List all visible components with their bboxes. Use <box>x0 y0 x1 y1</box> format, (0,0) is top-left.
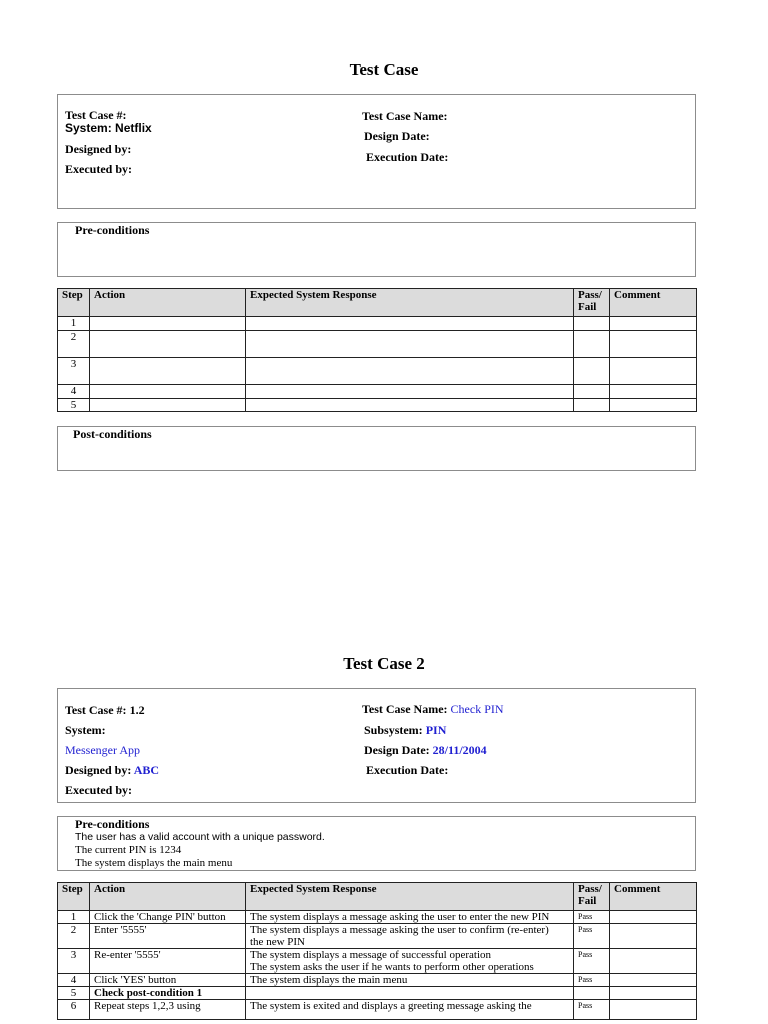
test-case-name-value: Check PIN <box>450 702 504 716</box>
step-response: The system displays a message of successful operation <box>250 949 492 961</box>
pass-fail-value: Pass <box>574 974 610 987</box>
step-number: 3 <box>58 949 90 974</box>
executed-by-label: Executed by: <box>65 783 132 797</box>
step-number: 2 <box>58 924 90 949</box>
table-row <box>58 331 697 358</box>
subsystem-value: PIN <box>425 723 447 737</box>
test-case-number-label: Test Case #: <box>65 703 127 717</box>
preconditions-box-2 <box>57 816 696 871</box>
step-action: Check post-condition 1 <box>90 987 246 1000</box>
column-header-expected-response: Expected System Response <box>246 289 574 317</box>
test-case-number-label: Test Case #: <box>65 108 127 122</box>
table-row <box>58 911 697 924</box>
step-response: The system asks the user if he wants to perform other operations <box>250 961 534 973</box>
table-row <box>58 385 697 399</box>
column-header-comment: Comment <box>610 289 697 317</box>
step-response: The system displays a message asking the user to confirm (re-enter) <box>250 924 549 936</box>
column-header-expected-response: Expected System Response <box>246 883 574 911</box>
preconditions-label: Pre-conditions <box>75 817 150 831</box>
system-value: Messenger App <box>65 743 140 757</box>
column-header-pass-fail: Pass/ Fail <box>574 883 610 911</box>
executed-by-label: Executed by: <box>65 162 132 176</box>
steps-table <box>57 288 697 412</box>
step-action: Click 'YES' button <box>90 974 246 987</box>
precondition-line: The system displays the main menu <box>75 857 233 869</box>
system-label: System: <box>65 723 106 737</box>
step-action: Re-enter '5555' <box>90 949 246 974</box>
designed-by-value: ABC <box>133 763 160 777</box>
design-date-label: Design Date: <box>364 743 430 757</box>
steps-table-2 <box>57 882 697 1020</box>
column-header-action: Action <box>90 883 246 911</box>
designed-by-label: Designed by: <box>65 763 132 777</box>
step-number: 1 <box>58 317 90 331</box>
column-header-pass-fail: Pass/ Fail <box>574 289 610 317</box>
preconditions-label: Pre-conditions <box>75 223 150 237</box>
designed-by-label: Designed by: <box>65 142 132 156</box>
column-header-comment: Comment <box>610 883 697 911</box>
test-case-name-label: Test Case Name: <box>362 109 448 123</box>
pass-fail-value: Pass <box>574 924 610 949</box>
step-response: The system displays a message asking the user to enter the new PIN <box>250 911 550 923</box>
design-date-value: 28/11/2004 <box>432 743 487 757</box>
step-number: 2 <box>58 331 90 358</box>
pass-fail-value: Pass <box>574 911 610 924</box>
column-header-step: Step <box>58 883 90 911</box>
pass-fail-value: Pass <box>574 949 610 974</box>
precondition-line: The current PIN is 1234 <box>75 844 182 856</box>
table-row <box>58 317 697 331</box>
pass-fail-value: Pass <box>574 1000 610 1020</box>
page-title: Test Case <box>349 60 419 79</box>
table-row <box>58 987 697 1000</box>
design-date-label: Design Date: <box>364 129 430 143</box>
test-case-header-box <box>57 94 696 209</box>
step-response: The system displays the main menu <box>250 974 408 986</box>
table-row <box>58 949 697 974</box>
subsystem-label: Subsystem: <box>364 723 423 737</box>
table-row <box>58 358 697 385</box>
step-number: 4 <box>58 385 90 399</box>
system-label: System: Netflix <box>65 121 152 135</box>
page-title-2: Test Case 2 <box>343 654 425 673</box>
preconditions-box <box>57 222 696 277</box>
precondition-line: The user has a valid account with a unique password. <box>75 831 325 843</box>
step-response: The system is exited and displays a greeting message asking the <box>250 1000 532 1012</box>
table-row <box>58 924 697 949</box>
table-row <box>58 1000 697 1020</box>
test-case-number-value: 1.2 <box>129 703 145 717</box>
step-number: 5 <box>58 987 90 1000</box>
execution-date-label: Execution Date: <box>366 763 449 777</box>
step-number: 4 <box>58 974 90 987</box>
column-header-step: Step <box>58 289 90 317</box>
step-number: 6 <box>58 1000 90 1020</box>
step-number: 5 <box>58 399 90 412</box>
step-action: Enter '5555' <box>90 924 246 949</box>
step-response: the new PIN <box>250 936 305 948</box>
step-action: Click the 'Change PIN' button <box>90 911 246 924</box>
postconditions-box <box>57 426 696 471</box>
step-action: Repeat steps 1,2,3 using <box>90 1000 246 1020</box>
table-row <box>58 399 697 412</box>
postconditions-label: Post-conditions <box>73 427 152 441</box>
column-header-action: Action <box>90 289 246 317</box>
test-case-name-label: Test Case Name: <box>362 702 448 716</box>
step-number: 3 <box>58 358 90 385</box>
test-case-2-header-box <box>57 688 696 803</box>
table-row <box>58 974 697 987</box>
step-number: 1 <box>58 911 90 924</box>
execution-date-label: Execution Date: <box>366 150 449 164</box>
